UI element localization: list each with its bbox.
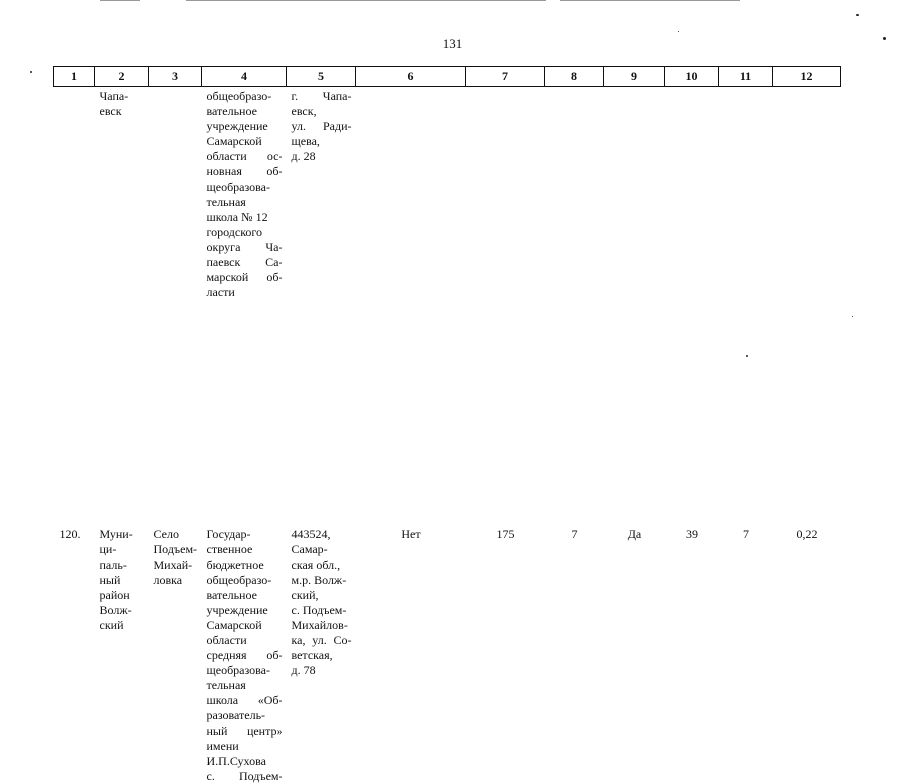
address-line: ка, ул. Со-	[291, 632, 352, 647]
col9-cell: Да	[627, 527, 642, 542]
scan-speck	[30, 71, 32, 73]
row-number-cell	[54, 87, 95, 301]
organization-line: марской об-	[206, 270, 283, 285]
row-number-cell: 120.	[59, 527, 81, 542]
municipality-line: паль-	[99, 557, 127, 572]
address-line: д. 78	[291, 663, 316, 678]
scan-edge-line	[560, 0, 740, 1]
organization-line: имени	[206, 738, 239, 753]
organization-line: вательное	[206, 587, 257, 602]
address-line: 443524,	[291, 527, 331, 542]
settlement-line: ловка	[153, 572, 183, 587]
organization-line: вательное	[206, 104, 257, 119]
col10-cell: 39	[686, 527, 698, 542]
scan-speck	[852, 316, 853, 317]
organization-line: новная об-	[206, 164, 283, 179]
page-number: 131	[442, 36, 463, 51]
municipality-line: Чапа-	[99, 89, 129, 103]
organization-line: школа № 12	[206, 209, 268, 224]
column-header: 3	[149, 67, 202, 87]
organization-line: средняя об-	[206, 648, 283, 663]
organization-cell	[202, 87, 287, 301]
address-line: ул. Ради-	[291, 119, 352, 134]
column-header: 9	[604, 67, 665, 87]
organization-line: Самарской	[206, 617, 262, 632]
address-line: г. Чапа-	[291, 89, 352, 103]
address-line: Михайлов-	[291, 617, 348, 632]
table-row-120	[54, 300, 841, 784]
organization-line: учреждение	[206, 602, 268, 617]
organization-line: с. Подъем-	[206, 768, 283, 783]
col10-cell	[665, 87, 719, 301]
col8-cell	[545, 87, 604, 301]
municipality-line: ци-	[99, 542, 117, 557]
address-cell	[287, 300, 356, 784]
settlement-cell	[149, 300, 202, 784]
organization-cell	[202, 300, 287, 784]
municipality-cell	[95, 87, 149, 301]
col6-cell	[356, 87, 466, 301]
register-table	[53, 66, 841, 784]
col11-cell	[719, 87, 773, 301]
organization-line: Самарской	[206, 134, 262, 149]
col12-cell: 0,22	[796, 527, 818, 542]
organization-line: щеобразова-	[206, 663, 270, 678]
address-line: ская обл.,	[291, 557, 341, 572]
address-line: м.р. Волж-	[291, 572, 347, 587]
organization-line: школа «Об-	[206, 693, 283, 708]
address-line: Самар-	[291, 542, 328, 557]
organization-line: паевск Са-	[206, 255, 283, 270]
settlement-line: Подъем-	[153, 542, 198, 557]
municipality-cell	[95, 300, 149, 784]
organization-line: тельная	[206, 678, 246, 693]
municipality-line: район	[99, 587, 130, 602]
organization-line: общеобразо-	[206, 89, 272, 103]
address-cell	[287, 87, 356, 301]
column-header: 5	[287, 67, 356, 87]
col6-cell: Нет	[401, 527, 421, 542]
organization-line: учреждение	[206, 119, 268, 134]
column-header: 12	[773, 67, 841, 87]
address-line: ский,	[291, 587, 319, 602]
settlement-line: Михай-	[153, 557, 193, 572]
organization-line: ный центр»	[206, 723, 283, 738]
column-header: 6	[356, 67, 466, 87]
column-header: 4	[202, 67, 287, 87]
col7-cell: 175	[496, 527, 515, 542]
organization-line: ственное	[206, 542, 253, 557]
municipality-line: евск	[99, 104, 122, 119]
organization-line: И.П.Сухова	[206, 753, 266, 768]
organization-line: общеобразо-	[206, 572, 272, 587]
address-line: с. Подъем-	[291, 602, 347, 617]
organization-line: бюджетное	[206, 557, 264, 572]
scan-speck	[678, 31, 679, 32]
scan-edge-line	[186, 0, 546, 1]
column-header: 2	[95, 67, 149, 87]
organization-line: ласти	[206, 285, 235, 300]
organization-line: щеобразова-	[206, 179, 270, 194]
organization-line: области	[206, 632, 247, 647]
column-header: 7	[466, 67, 545, 87]
organization-line: области ос-	[206, 149, 283, 164]
column-header: 11	[719, 67, 773, 87]
scan-edge-line	[100, 0, 140, 1]
organization-line: городского	[206, 224, 263, 239]
col12-cell	[773, 87, 841, 301]
municipality-line: Муни-	[99, 527, 133, 542]
col8-cell: 7	[571, 527, 578, 542]
address-line: щева,	[291, 134, 320, 149]
column-header: 8	[545, 67, 604, 87]
address-line: ветская,	[291, 648, 333, 663]
organization-line: Государ-	[206, 527, 251, 542]
organization-line: разователь-	[206, 708, 266, 723]
col11-cell: 7	[743, 527, 749, 542]
organization-line: округа Ча-	[206, 239, 283, 254]
column-number-row	[54, 67, 841, 87]
column-header: 1	[54, 67, 95, 87]
col9-cell	[604, 87, 665, 301]
scan-speck	[856, 14, 859, 16]
column-header: 10	[665, 67, 719, 87]
settlement-cell	[149, 87, 202, 301]
address-line: д. 28	[291, 149, 316, 164]
address-line: евск,	[291, 104, 317, 119]
municipality-line: ский	[99, 617, 124, 632]
table-row-continued	[54, 87, 841, 301]
municipality-line: Волж-	[99, 602, 132, 617]
col7-cell	[466, 87, 545, 301]
organization-line: тельная	[206, 194, 246, 209]
settlement-line: Село	[153, 527, 179, 542]
municipality-line: ный	[99, 572, 121, 587]
